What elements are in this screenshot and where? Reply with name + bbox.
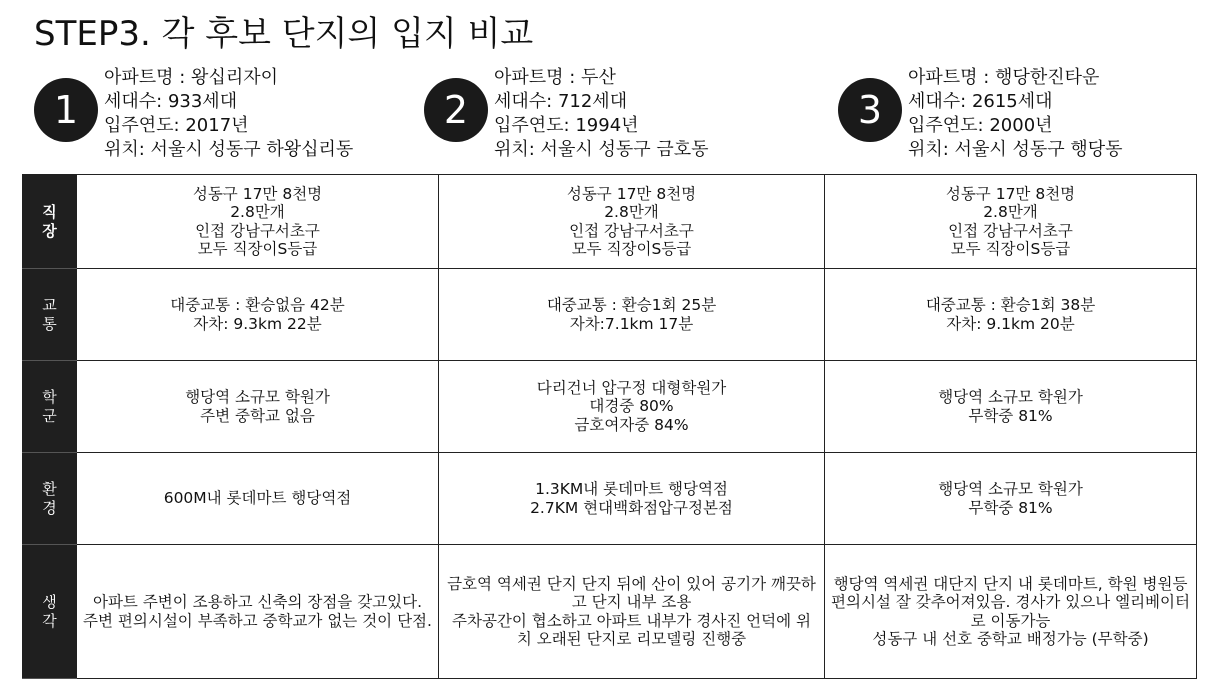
table-cell: 대중교통 : 환승1회 25분 자차:7.1km 17분 [439,269,825,361]
table-row-job [23,175,1197,269]
table-cell: 대중교통 : 환승없음 42분 자차: 9.3km 22분 [77,269,439,361]
table-row-thoughts [23,545,1197,679]
table-cell: 1.3KM내 롯데마트 행당역점 2.7KM 현대백화점압구정본점 [439,453,825,545]
table-cell: 성동구 17만 8천명 2.8만개 인접 강남구서초구 모두 직장이S등급 [825,175,1197,269]
apartment-info [104,66,353,162]
row-label-environment: 환 경 [23,453,77,545]
apartment-name: 아파트명 : 행당한진타운 [908,67,1100,88]
move-in-year: 입주연도: 2000년 [908,115,1053,136]
table-cell: 대중교통 : 환승1회 38분 자차: 9.1km 20분 [825,269,1197,361]
household-count: 세대수: 712세대 [494,91,628,112]
number-badge: 1 [34,78,98,142]
apartment-location: 위치: 서울시 성동구 하왕십리동 [104,139,354,160]
apartment-info [908,66,1123,162]
row-label-thoughts: 생 각 [23,545,77,679]
row-label-transport: 교 통 [23,269,77,361]
table-cell: 600M내 롯데마트 행당역점 [77,453,439,545]
table-cell: 성동구 17만 8천명 2.8만개 인접 강남구서초구 모두 직장이S등급 [77,175,439,269]
table-row-transport [23,269,1197,361]
table-cell: 아파트 주변이 조용하고 신축의 장점을 갖고있다. 주변 편의시설이 부족하고 중학교가 없는 것이 단점. [77,545,439,679]
move-in-year: 입주연도: 2017년 [104,115,249,136]
page-title: STEP3. 각 후보 단지의 입지 비교 [34,14,534,54]
table-row-environment [23,453,1197,545]
number-badge: 3 [838,78,902,142]
number-badge: 2 [424,78,488,142]
apartment-location: 위치: 서울시 성동구 금호동 [494,139,709,160]
apartment-location: 위치: 서울시 성동구 행당동 [908,139,1123,160]
table-cell: 행당역 소규모 학원가 무학중 81% [825,361,1197,453]
comparison-table [22,174,1197,679]
table-cell: 행당역 소규모 학원가 무학중 81% [825,453,1197,545]
move-in-year: 입주연도: 1994년 [494,115,639,136]
table-cell: 다리건너 압구정 대형학원가 대경중 80% 금호여자중 84% [439,361,825,453]
table-cell: 금호역 역세권 단지 단지 뒤에 산이 있어 공기가 깨끗하고 단지 내부 조용 주차공간이 협소하고 아파트 내부가 경사진 언덕에 위치 오래된 단지로 리모델링 진행중 [439,545,825,679]
household-count: 세대수: 2615세대 [908,91,1053,112]
table-cell: 행당역 역세권 대단지 단지 내 롯데마트, 학원 병원등 편의시설 잘 갖추어져있음. 경사가 있으나 엘리베이터로 이동가능 성동구 내 선호 중학교 배정가능 (무학중) [825,545,1197,679]
row-label-school: 학 군 [23,361,77,453]
table-cell: 성동구 17만 8천명 2.8만개 인접 강남구서초구 모두 직장이S등급 [439,175,825,269]
row-label-job: 직 장 [23,175,77,269]
table-cell: 행당역 소규모 학원가 주변 중학교 없음 [77,361,439,453]
apartment-name: 아파트명 : 두산 [494,67,616,88]
table-row-school [23,361,1197,453]
household-count: 세대수: 933세대 [104,91,238,112]
apartment-info [494,66,709,162]
apartment-name: 아파트명 : 왕십리자이 [104,67,278,88]
